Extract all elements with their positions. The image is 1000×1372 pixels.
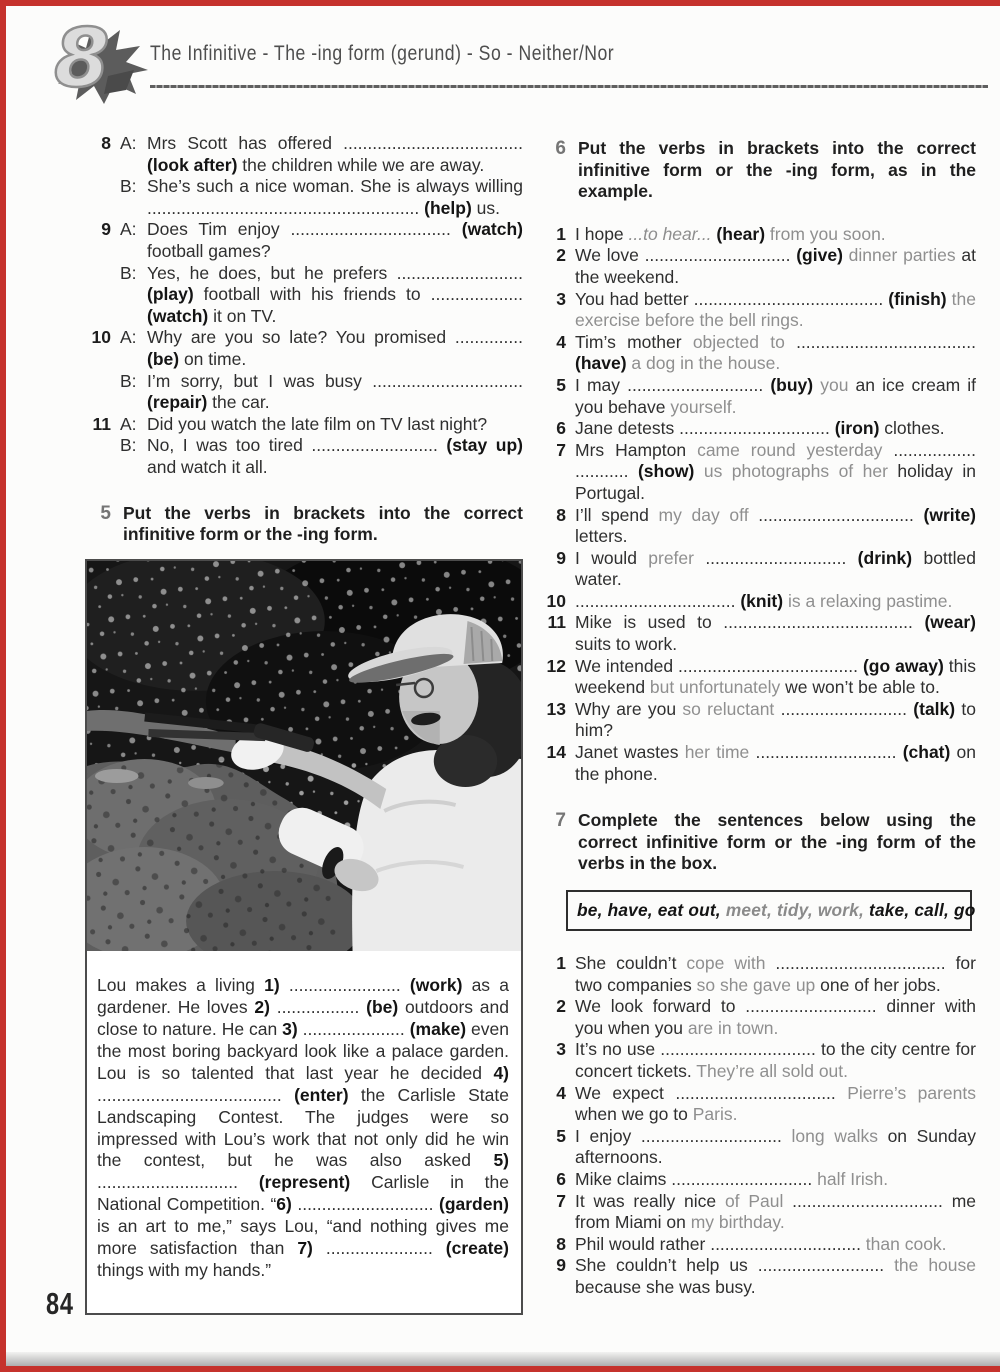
speaker-label: B: bbox=[120, 435, 137, 456]
exercise-item bbox=[540, 996, 976, 1039]
item-text bbox=[575, 440, 976, 505]
text-segment: (represent) bbox=[258, 1172, 351, 1193]
text-segment: when we go to bbox=[575, 1104, 693, 1125]
text-segment: (help) bbox=[424, 197, 472, 218]
text-segment: and watch it all. bbox=[147, 456, 268, 477]
text-segment: You had better ....................................... bbox=[575, 288, 889, 309]
speaker-label: B: bbox=[120, 262, 137, 283]
text-segment: we won’t be able to. bbox=[780, 677, 940, 698]
left-column bbox=[85, 133, 523, 1315]
item-number: 4 bbox=[556, 1082, 566, 1103]
item-text bbox=[575, 591, 976, 613]
item-number: 5 bbox=[556, 1125, 566, 1146]
text-segment: (repair) bbox=[147, 392, 208, 413]
text-segment: ................................ bbox=[748, 504, 924, 525]
gardener-photo bbox=[87, 561, 521, 951]
text-segment: We expect ................................. bbox=[575, 1082, 848, 1103]
item-text bbox=[147, 176, 523, 219]
verb-word-box bbox=[566, 890, 976, 931]
item-number: 8 bbox=[556, 1233, 566, 1254]
text-segment: from you soon. bbox=[765, 223, 886, 244]
text-segment: She couldn’t help us .......................... bbox=[575, 1255, 895, 1276]
text-segment: ............................. bbox=[693, 547, 858, 568]
text-segment: at the weekend. bbox=[575, 245, 976, 287]
text-segment: Yes, he does, but he prefers .......................... bbox=[147, 262, 523, 283]
text-segment: to him? bbox=[575, 698, 976, 741]
text-segment: Carlisle in the National Competition. “ bbox=[97, 1172, 509, 1215]
text-segment: it on TV. bbox=[208, 305, 277, 326]
text-segment: Jane detests ............................... bbox=[575, 418, 835, 439]
text-segment: meet, tidy, work, bbox=[725, 900, 869, 920]
exercise-item bbox=[540, 1191, 976, 1234]
dialogue-line bbox=[85, 371, 523, 414]
lou-paragraph bbox=[87, 968, 521, 1296]
text-segment: She couldn’t bbox=[575, 953, 687, 973]
text-segment: ....................... bbox=[279, 975, 410, 996]
speaker-label: B: bbox=[120, 370, 137, 391]
text-segment: ..................... bbox=[297, 1019, 410, 1039]
text-segment: 4) bbox=[493, 1062, 509, 1083]
text-segment: ............................ bbox=[291, 1194, 439, 1215]
text-segment: (be) bbox=[147, 348, 180, 369]
text-segment: I’ll spend bbox=[575, 504, 659, 525]
item-text bbox=[575, 1234, 976, 1256]
text-segment: ................................. bbox=[575, 590, 741, 611]
exercise-6-list bbox=[540, 224, 976, 785]
item-number: 3 bbox=[556, 288, 566, 309]
text-segment: are in town. bbox=[687, 1017, 779, 1038]
item-number: 11 bbox=[92, 413, 111, 434]
speaker-label: A: bbox=[120, 133, 137, 153]
text-segment: We look forward to ........................... dinner with you when you bbox=[575, 996, 976, 1038]
exercise-item bbox=[540, 699, 976, 742]
text-segment: my birthday. bbox=[690, 1212, 785, 1233]
text-segment: (chat) bbox=[902, 742, 951, 763]
item-number: 9 bbox=[556, 1255, 566, 1276]
item-text bbox=[575, 953, 976, 996]
text-segment: ............................. bbox=[97, 1172, 259, 1193]
item-text bbox=[575, 656, 976, 699]
exercise-instruction: Put the verbs in brackets into the correct infinitive form or the -ing form, as in the example. bbox=[578, 138, 976, 202]
exercise-item bbox=[540, 953, 976, 996]
text-segment: prefer bbox=[648, 547, 694, 568]
exercise-item bbox=[540, 742, 976, 785]
exercise-item bbox=[540, 224, 976, 246]
dialogue-list bbox=[85, 133, 523, 479]
item-number: 11 bbox=[547, 612, 566, 633]
exercise-number: 7 bbox=[555, 810, 566, 832]
item-text bbox=[575, 224, 976, 246]
text-segment: a dog in the house. bbox=[626, 353, 781, 374]
text-segment: came round yesterday bbox=[697, 439, 883, 460]
text-segment: is a relaxing pastime. bbox=[783, 590, 953, 611]
text-segment: I’m sorry, but I was busy ............................... bbox=[147, 370, 523, 391]
text-segment: (stay up) bbox=[446, 435, 523, 456]
dialogue-line bbox=[85, 263, 523, 328]
text-segment: cope with bbox=[686, 953, 766, 973]
text-segment: of Paul bbox=[724, 1190, 784, 1211]
text-segment: us photographs of her bbox=[694, 461, 888, 482]
text-segment: holiday in Portugal. bbox=[575, 461, 976, 503]
exercise-item bbox=[540, 1039, 976, 1082]
item-text bbox=[147, 371, 523, 414]
text-segment: than cook. bbox=[865, 1233, 947, 1254]
exercise-item bbox=[540, 245, 976, 288]
text-segment: It’s no use ................................ to the city centre for concert tickets. bbox=[575, 1039, 976, 1081]
text-segment: (have) bbox=[575, 353, 627, 374]
text-segment: but unfortunately bbox=[649, 677, 781, 698]
exercise-7-list bbox=[540, 953, 976, 1299]
text-segment: No, I was too tired .......................... bbox=[147, 435, 447, 456]
exercise-item bbox=[540, 1169, 976, 1191]
text-segment: Why are you so late? You promised .............. bbox=[147, 327, 523, 348]
text-segment: Mike claims ............................. bbox=[575, 1168, 818, 1189]
speaker-label: A: bbox=[120, 327, 137, 348]
text-segment: ................................... for two companies bbox=[575, 953, 976, 995]
text-segment: letters. bbox=[575, 526, 628, 547]
item-number: 6 bbox=[556, 1168, 566, 1189]
text-segment: half Irish. bbox=[817, 1168, 889, 1189]
text-segment: an ice cream if you behave bbox=[575, 374, 977, 417]
text-segment: I may ............................ bbox=[575, 374, 771, 395]
dialogue-line bbox=[85, 435, 523, 478]
text-segment: you bbox=[813, 374, 849, 395]
exercise-item bbox=[540, 440, 976, 505]
exercise-item bbox=[540, 1083, 976, 1126]
item-text bbox=[575, 996, 976, 1039]
item-text bbox=[575, 418, 976, 440]
text-segment: (make) bbox=[409, 1019, 467, 1039]
dialogue-line bbox=[85, 133, 523, 176]
text-segment: clothes. bbox=[879, 418, 945, 439]
text-segment: us. bbox=[471, 197, 500, 218]
text-segment: 5) bbox=[493, 1150, 509, 1171]
text-segment: long walks bbox=[791, 1125, 878, 1146]
page-border-left bbox=[0, 0, 6, 1372]
exercise-item bbox=[540, 612, 976, 655]
text-segment: the car. bbox=[207, 392, 270, 413]
text-segment: objected to bbox=[692, 331, 785, 352]
text-segment: so reluctant bbox=[682, 698, 775, 719]
text-segment: ................. bbox=[269, 997, 367, 1018]
item-number: 1 bbox=[556, 223, 566, 244]
text-segment: (show) bbox=[637, 461, 695, 482]
page-border-bottom bbox=[0, 1366, 1000, 1372]
item-text bbox=[575, 1039, 976, 1082]
text-segment: I would bbox=[575, 547, 649, 568]
dialogue-line bbox=[85, 414, 523, 436]
item-number: 3 bbox=[556, 1039, 566, 1060]
text-segment: because she was busy. bbox=[575, 1276, 756, 1297]
item-text bbox=[147, 219, 523, 262]
item-text bbox=[147, 327, 523, 370]
text-segment: Did you watch the late film on TV last night? bbox=[147, 413, 488, 434]
text-segment: take, call, go bbox=[868, 900, 976, 920]
item-number: 10 bbox=[91, 327, 111, 348]
text-segment: (garden) bbox=[439, 1194, 509, 1215]
text-segment: (talk) bbox=[913, 698, 956, 719]
item-text bbox=[575, 289, 976, 332]
page-edge-shadow bbox=[6, 1352, 1000, 1366]
text-segment: We love .............................. bbox=[575, 245, 797, 266]
text-segment: 3) bbox=[282, 1019, 298, 1039]
text-segment: (watch) bbox=[147, 305, 209, 326]
text-segment: (knit) bbox=[740, 590, 784, 611]
text-segment: (create) bbox=[445, 1238, 509, 1259]
item-text bbox=[575, 1169, 976, 1191]
unit-8-splat-icon bbox=[38, 6, 154, 110]
text-segment: the house bbox=[894, 1255, 976, 1276]
text-segment: suits to work. bbox=[575, 634, 678, 655]
item-number: 7 bbox=[556, 439, 566, 460]
item-text bbox=[575, 375, 976, 418]
text-segment: the Carlisle State Landscaping Contest. The judges were so impressed with Lou’s work that not only did he win the contest, but he was also asked bbox=[97, 1084, 509, 1171]
exercise-6-heading bbox=[540, 138, 976, 203]
text-segment: ................. ........... bbox=[575, 439, 976, 482]
text-segment: as a gardener. He loves bbox=[97, 975, 509, 1018]
text-segment: (play) bbox=[147, 284, 194, 305]
exercise-number: 5 bbox=[100, 502, 111, 524]
text-segment: (drink) bbox=[857, 547, 913, 568]
item-text bbox=[147, 435, 523, 478]
text-segment: 1) bbox=[264, 975, 280, 996]
text-segment: (enter) bbox=[294, 1084, 349, 1105]
item-text bbox=[575, 548, 976, 591]
text-segment: (finish) bbox=[888, 288, 947, 309]
dialogue-line bbox=[85, 327, 523, 370]
item-text bbox=[575, 245, 976, 288]
item-text bbox=[147, 133, 523, 176]
text-segment: .......................... bbox=[774, 698, 914, 719]
svg-text:8: 8 bbox=[54, 12, 110, 105]
text-segment: (go away) bbox=[862, 655, 944, 676]
text-segment: my day off bbox=[658, 504, 749, 525]
text-segment: Janet wastes bbox=[575, 742, 685, 763]
text-segment: ...to hear... bbox=[628, 223, 712, 244]
exercise-item bbox=[540, 591, 976, 613]
text-segment: Does Tim enjoy ................................. bbox=[147, 219, 462, 240]
unit-8-logo bbox=[38, 6, 154, 115]
text-segment: (watch) bbox=[461, 219, 523, 240]
text-segment: ..................................... bbox=[784, 331, 976, 352]
item-text bbox=[575, 612, 976, 655]
text-segment: (give) bbox=[796, 245, 843, 266]
speaker-label: B: bbox=[120, 176, 137, 197]
text-segment: so she gave up bbox=[696, 974, 816, 995]
text-segment: be, have, eat out, bbox=[577, 900, 726, 920]
exercise-5-box bbox=[85, 559, 523, 1316]
text-segment: Paris. bbox=[692, 1104, 738, 1125]
text-segment: her time bbox=[684, 742, 750, 763]
item-number: 9 bbox=[101, 219, 111, 240]
item-number: 14 bbox=[546, 742, 566, 763]
header-rule bbox=[150, 85, 988, 88]
text-segment: on the phone. bbox=[575, 742, 977, 784]
page-number: 84 bbox=[46, 1286, 74, 1321]
text-segment: is an art to me,” says Lou, “and nothing gives me more satisfaction than bbox=[97, 1216, 509, 1259]
text-segment: 2) bbox=[254, 997, 270, 1018]
speaker-label: A: bbox=[120, 413, 137, 434]
text-segment: dinner parties bbox=[842, 245, 956, 266]
text-segment: even the most boring backyard look like a palace garden. Lou is so talented that last year he decided bbox=[97, 1019, 510, 1083]
item-number: 13 bbox=[546, 698, 566, 719]
item-text bbox=[575, 505, 976, 548]
item-number: 1 bbox=[556, 953, 566, 973]
item-number: 8 bbox=[556, 504, 566, 525]
item-number: 7 bbox=[556, 1190, 566, 1211]
text-segment: (buy) bbox=[770, 374, 814, 395]
text-segment: We intended ..................................... bbox=[575, 655, 863, 676]
text-segment: (iron) bbox=[834, 418, 880, 439]
exercise-item bbox=[540, 1255, 976, 1298]
exercise-item bbox=[540, 418, 976, 440]
text-segment: Mike is used to ....................................... bbox=[575, 612, 925, 633]
speaker-label: A: bbox=[120, 219, 137, 240]
text-segment: bottled water. bbox=[575, 547, 977, 590]
text-segment: Why are you bbox=[575, 698, 683, 719]
exercise-item bbox=[540, 289, 976, 332]
item-number: 8 bbox=[101, 133, 111, 153]
text-segment: football with his friends to ................... bbox=[193, 284, 523, 305]
text-segment: Pierre’s parents bbox=[847, 1082, 976, 1103]
exercise-number: 6 bbox=[555, 138, 566, 159]
item-text bbox=[575, 742, 976, 785]
page-title: The Infinitive - The -ing form (gerund) - So - Neither/Nor bbox=[150, 42, 615, 65]
text-segment: things with my hands.” bbox=[97, 1259, 272, 1280]
text-segment: yourself. bbox=[670, 396, 737, 417]
item-text bbox=[575, 332, 976, 375]
item-text bbox=[147, 263, 523, 328]
text-segment: the children while we are away. bbox=[237, 154, 485, 175]
item-number: 12 bbox=[546, 655, 566, 676]
text-segment: (be) bbox=[366, 997, 399, 1018]
exercise-item bbox=[540, 332, 976, 375]
exercise-item bbox=[540, 1234, 976, 1256]
exercise-item bbox=[540, 1126, 976, 1169]
text-segment: football games? bbox=[147, 240, 271, 261]
text-segment: Lou makes a living bbox=[97, 975, 265, 996]
exercise-item bbox=[540, 548, 976, 591]
text-segment: (hear) bbox=[716, 223, 766, 244]
item-text bbox=[575, 1083, 976, 1126]
exercise-item bbox=[540, 375, 976, 418]
text-segment: Mrs Scott has offered ..................................... bbox=[147, 133, 523, 153]
item-number: 4 bbox=[556, 331, 566, 352]
text-segment: ............................... me from Miami on bbox=[575, 1190, 976, 1233]
item-text bbox=[575, 1255, 976, 1298]
text-segment: this weekend bbox=[575, 655, 976, 698]
text-segment: ............................. bbox=[749, 742, 903, 763]
text-segment: Phil would rather ............................... bbox=[575, 1233, 866, 1254]
text-segment: I enjoy ............................. bbox=[575, 1125, 792, 1146]
exercise-instruction: Complete the sentences below using the correct infinitive form or the -ing form of the verbs in the box. bbox=[578, 810, 976, 874]
text-segment: on Sunday afternoons. bbox=[575, 1125, 976, 1168]
item-text bbox=[575, 1126, 976, 1169]
dialogue-line bbox=[85, 219, 523, 262]
item-number: 9 bbox=[556, 547, 566, 568]
text-segment: outdoors and close to nature. He can bbox=[97, 997, 509, 1039]
item-number: 2 bbox=[556, 245, 566, 266]
item-text bbox=[575, 1191, 976, 1234]
text-segment: (write) bbox=[923, 504, 976, 525]
text-segment: ...................... bbox=[312, 1238, 446, 1259]
text-segment: Tim’s mother bbox=[575, 331, 693, 352]
text-segment: 7) bbox=[297, 1238, 313, 1259]
exercise-item bbox=[540, 656, 976, 699]
text-segment: one of her jobs. bbox=[815, 974, 941, 995]
text-segment: Mrs Hampton bbox=[575, 439, 698, 460]
text-segment: the exercise before the bell rings. bbox=[575, 288, 976, 331]
text-segment: 6) bbox=[276, 1194, 292, 1215]
item-text bbox=[147, 414, 523, 436]
item-number: 6 bbox=[556, 418, 566, 439]
text-segment: on time. bbox=[179, 348, 247, 369]
text-segment: ...................................... bbox=[97, 1084, 295, 1105]
text-segment: She’s such a nice woman. Shе is always willing ........................................................ bbox=[147, 176, 523, 218]
item-number: 5 bbox=[556, 374, 566, 395]
right-column bbox=[540, 138, 976, 1299]
text-segment: It was really nice bbox=[575, 1190, 725, 1211]
item-text bbox=[575, 699, 976, 742]
text-segment: (work) bbox=[409, 975, 463, 996]
item-number: 10 bbox=[546, 590, 566, 611]
exercise-item bbox=[540, 505, 976, 548]
page-border-top bbox=[0, 0, 1000, 6]
exercise-instruction: Put the verbs in brackets into the correct infinitive form or the -ing form. bbox=[123, 502, 523, 545]
text-segment: (look after) bbox=[147, 154, 238, 175]
exercise-5-heading bbox=[85, 503, 523, 546]
text-segment: I hope bbox=[575, 223, 629, 244]
text-segment: (wear) bbox=[924, 612, 976, 633]
dialogue-line bbox=[85, 176, 523, 219]
exercise-7-heading bbox=[540, 810, 976, 875]
item-number: 2 bbox=[556, 996, 566, 1017]
text-segment: They’re all sold out. bbox=[696, 1060, 849, 1081]
